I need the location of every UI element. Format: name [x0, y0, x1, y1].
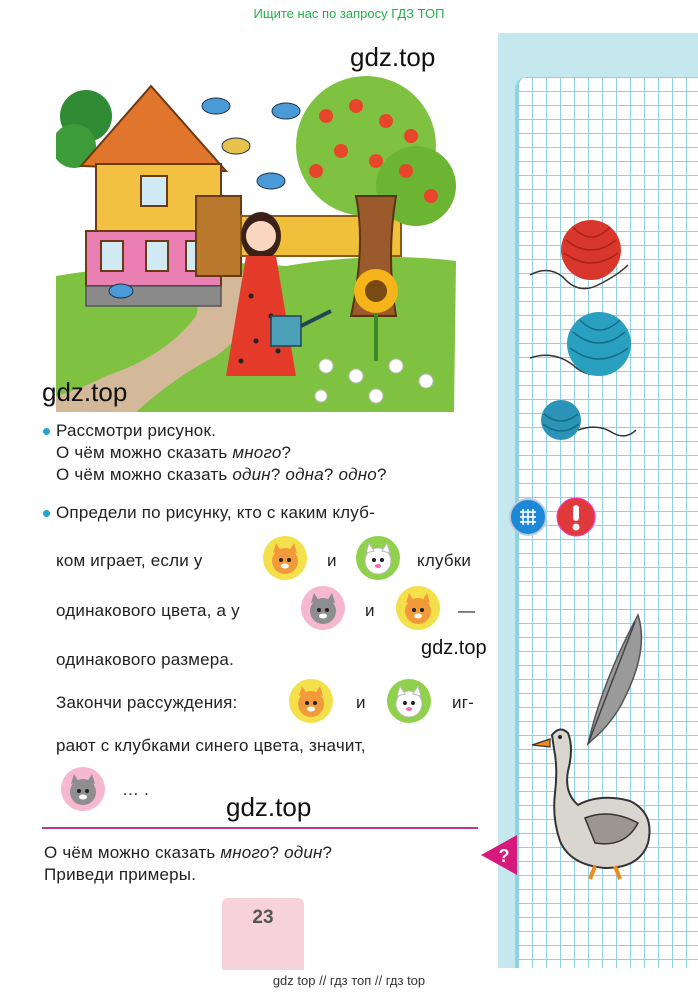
red-yarn-ball-icon	[528, 215, 638, 300]
ginger-kitten-icon	[288, 678, 334, 724]
grey-kitten-icon	[300, 585, 346, 631]
task2-line3-and: и	[365, 601, 375, 620]
task2-line6: рают с клубками синего цвета, значит,	[56, 736, 366, 755]
bullet	[43, 510, 50, 517]
blue-yarn-ball-icon	[528, 310, 638, 390]
task1-line2-em: много	[232, 443, 282, 462]
task1-line2-b: ?	[281, 443, 292, 462]
task1-line3-q2: ?	[323, 465, 339, 484]
footer: gdz top // гдз топ // гдз top	[272, 973, 426, 988]
task1-line3-em1: один	[232, 465, 271, 484]
watermark-left: gdz.top	[42, 377, 128, 407]
white-kitten-icon	[355, 535, 401, 581]
small-blue-yarn-ball-icon	[538, 398, 638, 446]
task2-line4: одинакового размера.	[56, 650, 235, 669]
question-line1-q1: ?	[269, 843, 285, 862]
goose-icon	[530, 723, 660, 883]
task1-line1: Рассмотри рисунок.	[56, 421, 217, 440]
task1-line2-a: О чём можно сказать	[56, 443, 233, 462]
watermark-bottom: gdz.top	[226, 792, 312, 822]
task2-line5-b: иг-	[452, 693, 474, 712]
page-number: 23	[222, 898, 304, 970]
top-banner[interactable]: Ищите нас по запросу ГДЗ ТОП	[253, 6, 445, 21]
question-line1-q2: ?	[322, 843, 333, 862]
task2-line2-b: клубки	[417, 551, 472, 570]
task2-line2-and: и	[327, 551, 337, 570]
task1-line3-em3: одно	[338, 465, 377, 484]
grid-icon	[509, 498, 547, 536]
question-icon	[481, 835, 517, 875]
task2-line3-dash: —	[458, 601, 476, 620]
task1-line2	[56, 443, 291, 463]
task1-line3-q1: ?	[270, 465, 286, 484]
divider-line	[42, 827, 478, 829]
task1-line3-q3: ?	[376, 465, 387, 484]
question-line1-em1: много	[220, 843, 270, 862]
white-kitten-icon	[386, 678, 432, 724]
question-line1	[44, 843, 332, 863]
ginger-kitten-icon	[262, 535, 308, 581]
task2-line5-a: Закончи рассуждения:	[56, 693, 238, 712]
task2-line3-a: одинакового цвета, а у	[56, 601, 240, 620]
task1-line3-a: О чём можно сказать	[56, 465, 233, 484]
house-garden-illustration	[56, 76, 456, 412]
watermark-mid-right: gdz.top	[421, 637, 487, 659]
watermark-top: gdz.top	[350, 42, 436, 72]
task2-line2-a: ком играет, если у	[56, 551, 203, 570]
exclamation-icon	[556, 497, 596, 537]
task2-line1: Определи по рисунку, кто с каким клуб-	[56, 503, 375, 522]
task2-line5-and: и	[356, 693, 366, 712]
question-line1-a: О чём можно сказать	[44, 843, 221, 862]
task1-line3	[56, 465, 387, 485]
question-line2: Приведи примеры.	[44, 865, 197, 884]
grey-kitten-icon	[60, 766, 106, 812]
ginger-kitten-icon	[395, 585, 441, 631]
task2-line7: … .	[122, 780, 150, 799]
bullet	[43, 428, 50, 435]
task1-line3-em2: одна	[285, 465, 324, 484]
question-line1-em2: один	[284, 843, 323, 862]
svg-text:?: ?	[498, 846, 510, 866]
